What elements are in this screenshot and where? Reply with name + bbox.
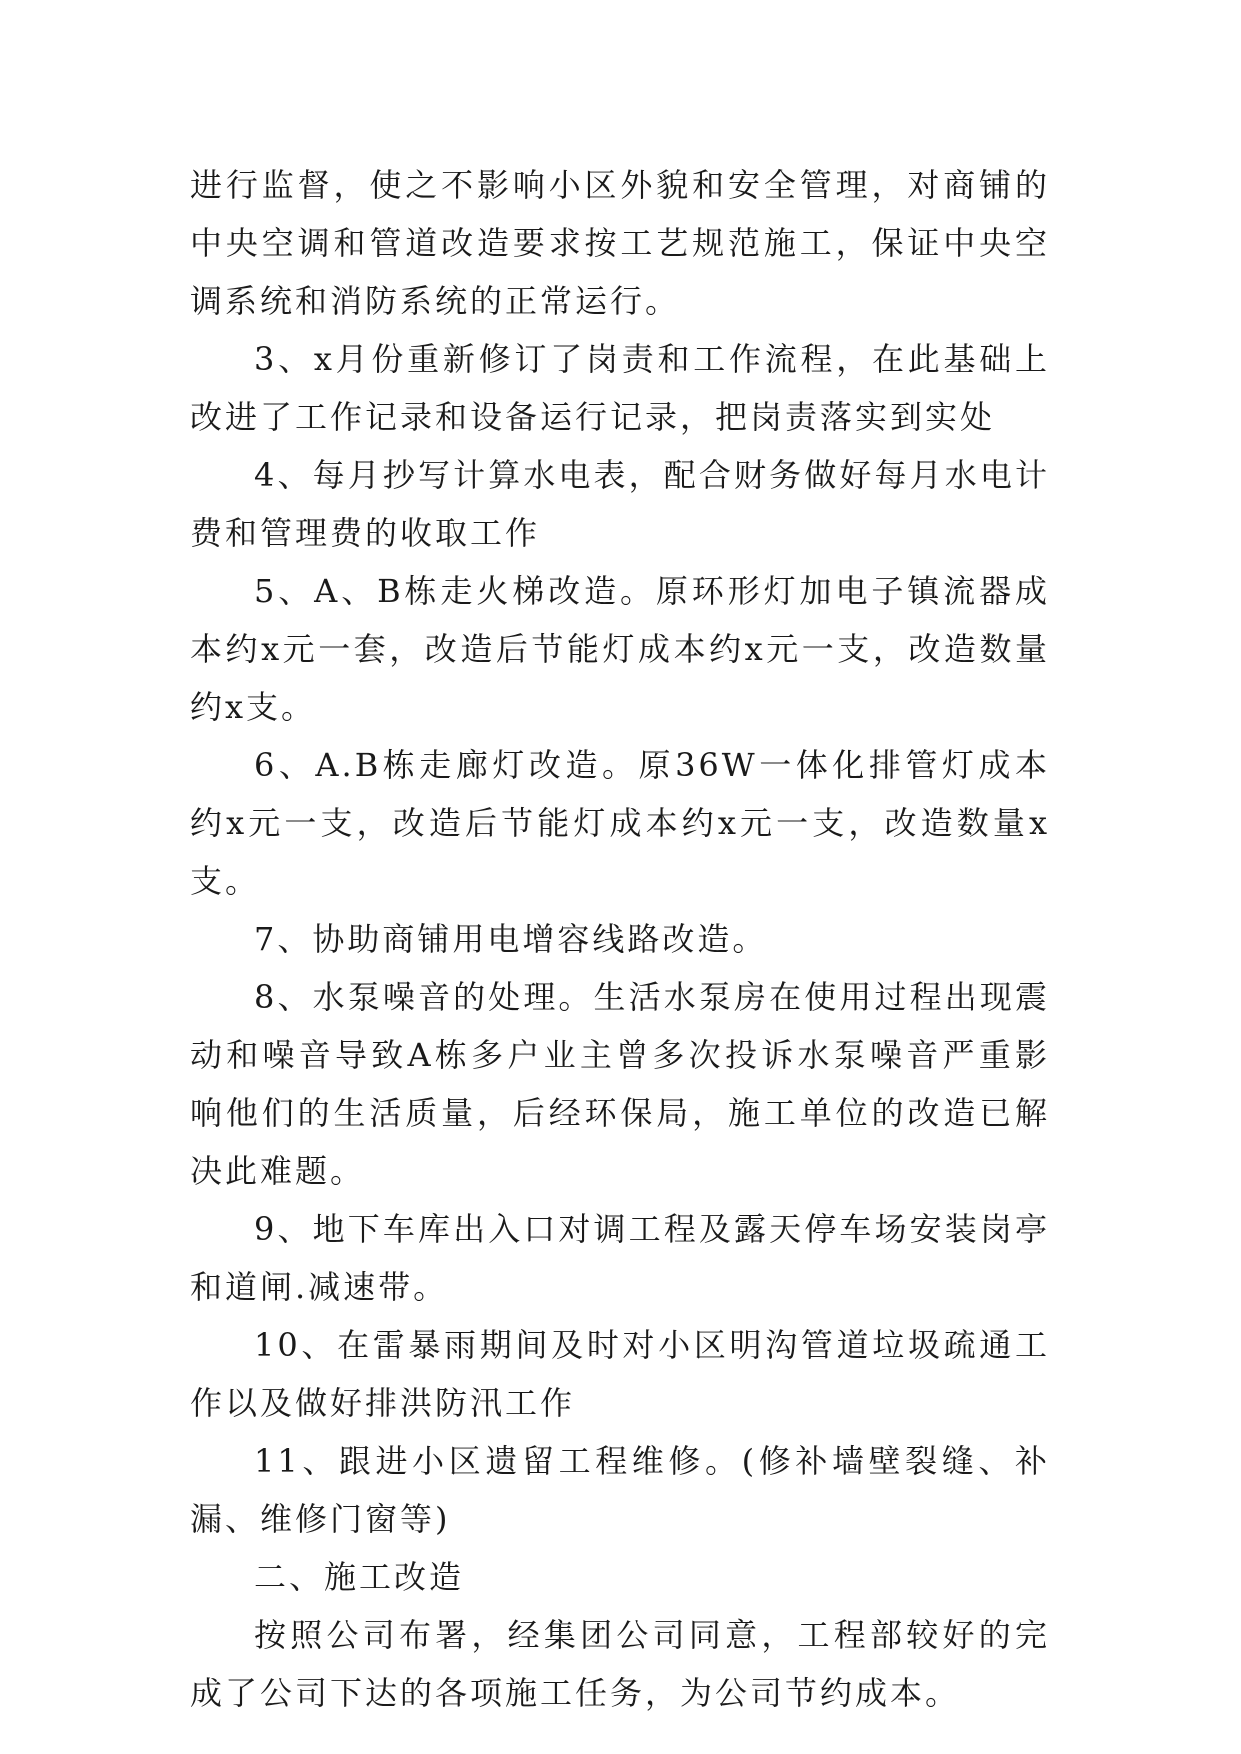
paragraph-6: 7、协助商铺用电增容线路改造。 (254, 920, 768, 958)
paragraph-4: 5、A、B栋走火梯改造。原环形灯加电子镇流器成本约x元一套，改造后节能灯成本约x元一支，改造数量约x支。 (190, 572, 1050, 726)
paragraph-8: 9、地下车库出入口对调工程及露天停车场安装岗亭和道闸.减速带。 (190, 1210, 1050, 1306)
paragraph-12: 按照公司布署，经集团公司同意，工程部较好的完成了公司下达的各项施工任务，为公司节约成本。 (190, 1616, 1050, 1712)
paragraph-2: 3、x月份重新修订了岗责和工作流程，在此基础上改进了工作记录和设备运行记录，把岗责落实到实处 (190, 340, 1050, 436)
paragraph-9: 10、在雷暴雨期间及时对小区明沟管道垃圾疏通工作以及做好排洪防汛工作 (190, 1326, 1050, 1422)
paragraph-10: 11、跟进小区遗留工程维修。(修补墙壁裂缝、补漏、维修门窗等) (190, 1442, 1050, 1538)
paragraph-7: 8、水泵噪音的处理。生活水泵房在使用过程出现震动和噪音导致A栋多户业主曾多次投诉水泵噪音严重影响他们的生活质量，后经环保局，施工单位的改造已解决此难题。 (190, 978, 1050, 1190)
section-heading: 二、施工改造 (254, 1558, 465, 1596)
paragraph-1: 进行监督，使之不影响小区外貌和安全管理，对商铺的中央空调和管道改造要求按工艺规范施工，保证中央空调系统和消防系统的正常运行。 (190, 166, 1050, 320)
document-body (190, 156, 1050, 1722)
paragraph-5: 6、A.B栋走廊灯改造。原36W一体化排管灯成本约x元一支，改造后节能灯成本约x元一支，改造数量x支。 (190, 746, 1050, 900)
paragraph-3: 4、每月抄写计算水电表，配合财务做好每月水电计费和管理费的收取工作 (190, 456, 1050, 552)
